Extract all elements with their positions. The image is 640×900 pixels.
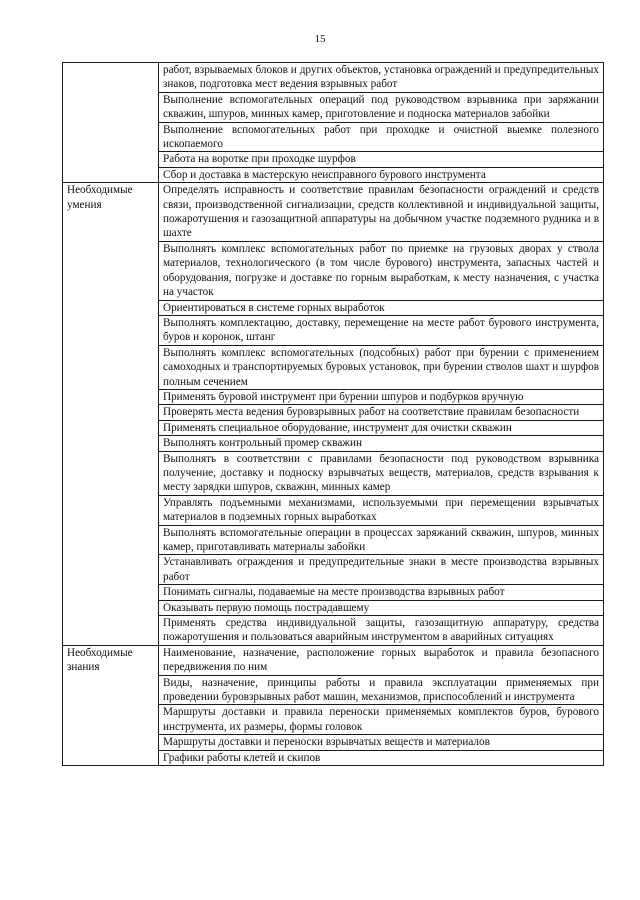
category-cell xyxy=(63,63,159,183)
description-cell: Наименование, назначение, расположение горных выработок и правила безопасного передвижения по ним xyxy=(159,645,604,675)
description-cell: Применять специальное оборудование, инструмент для очистки скважин xyxy=(159,420,604,435)
description-cell: Определять исправность и соответствие правилам безопасности ограждений и средств связи, производственной сигнализации, средств коллективной и индивидуальной защиты, пожаротушения и газозащитной аппаратуры на добычном участке подземного рудника и в шахте xyxy=(159,183,604,242)
category-cell: Необходимые знания xyxy=(63,645,159,765)
category-cell: Необходимые умения xyxy=(63,183,159,646)
description-cell: Выполнение вспомогательных операций под руководством взрывника при заряжании скважин, шпуров, минных камер, приготовление и подноска материалов забойки xyxy=(159,92,604,122)
description-cell: Оказывать первую помощь пострадавшему xyxy=(159,600,604,615)
description-cell: Проверять места ведения буровзрывных работ на соответствие правилам безопасности xyxy=(159,405,604,420)
description-cell: Ориентироваться в системе горных выработок xyxy=(159,300,604,315)
description-cell: Работа на воротке при проходке шурфов xyxy=(159,152,604,167)
description-cell: Применять буровой инструмент при бурении шпуров и подбурков вручную xyxy=(159,389,604,404)
description-cell: Выполнять вспомогательные операции в процессах заряжаний скважин, шпуров, минных камер, приготавливать материалы забойки xyxy=(159,525,604,555)
page-number: 15 xyxy=(314,33,326,45)
description-cell: Сбор и доставка в мастерскую неисправного бурового инструмента xyxy=(159,167,604,182)
competency-table-body xyxy=(63,63,604,766)
description-cell: Применять средства индивидуальной защиты, газозащитную аппаратуру, средства пожаротушения и пользоваться аварийным инструментом в аварийных ситуациях xyxy=(159,616,604,646)
description-cell: Виды, назначение, принципы работы и правила эксплуатации применяемых при проведении буровзрывных работ машин, механизмов, приспособлений и инструмента xyxy=(159,675,604,705)
table-row xyxy=(63,183,604,242)
description-cell: Выполнять комплекс вспомогательных (подсобных) работ при бурении с применением самоходных и транспортируемых буровых установок, при бурении стволов шахт и шурфов полным сечением xyxy=(159,345,604,389)
table-row xyxy=(63,645,604,675)
description-cell: Выполнять контрольный промер скважин xyxy=(159,436,604,451)
description-cell: Графики работы клетей и скипов xyxy=(159,750,604,765)
description-cell: Выполнять комплекс вспомогательных работ по приемке на грузовых дворах у ствола материалов, технологического (в том числе бурового) инструмента, запасных частей и оборудования, погрузке и доставке по горным выработкам, к месту назначения, с участка на участок xyxy=(159,241,604,300)
description-cell: Понимать сигналы, подаваемые на месте производства взрывных работ xyxy=(159,585,604,600)
description-cell: Выполнять в соответствии с правилами безопасности под руководством взрывника получение, доставку и подноску взрывчатых веществ, материалов, средств взрывания к месту зарядки шпуров, скважин, минных камер xyxy=(159,451,604,495)
description-cell: работ, взрываемых блоков и других объектов, установка ограждений и предупредительных знаков, подготовка мест ведения взрывных работ xyxy=(159,63,604,93)
description-cell: Маршруты доставки и переноски взрывчатых веществ и материалов xyxy=(159,735,604,750)
table-row xyxy=(63,63,604,93)
description-cell: Управлять подъемными механизмами, используемыми при перемещении взрывчатых материалов в подземных горных выработках xyxy=(159,495,604,525)
competency-table xyxy=(62,62,604,766)
description-cell: Устанавливать ограждения и предупредительные знаки в месте производства взрывных работ xyxy=(159,555,604,585)
description-cell: Выполнять комплектацию, доставку, перемещение на месте работ бурового инструмента, буров и коронок, штанг xyxy=(159,315,604,345)
description-cell: Выполнение вспомогательных работ при проходке и очистной выемке полезного ископаемого xyxy=(159,122,604,152)
description-cell: Маршруты доставки и правила переноски применяемых комплектов буров, бурового инструмента, их размеры, формы головок xyxy=(159,705,604,735)
